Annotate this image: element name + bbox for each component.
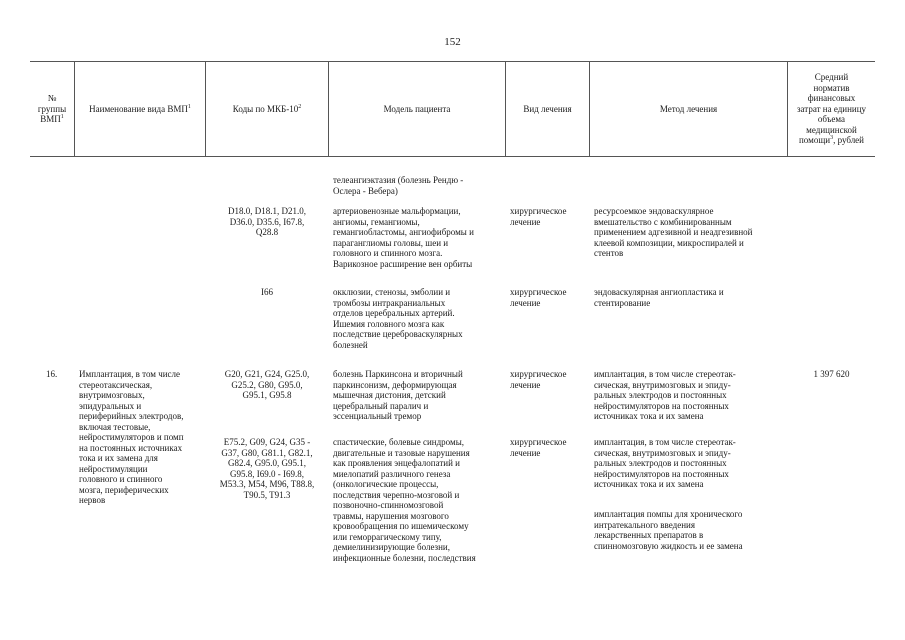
row-4-group-number: 16. bbox=[46, 369, 58, 379]
header-average-cost-suffix: , рублей bbox=[833, 135, 864, 146]
row-2-patient-model: артериовенозные мальформации, ангиомы, гемангиомы, гемангиобластомы, ангиофибромы и параганглиомы головы, шеи и головного и спинного мозга. Варикозное расширение вен орбиты bbox=[333, 206, 474, 269]
header-average-cost bbox=[788, 62, 875, 156]
row-5-patient-model: спастические, болевые синдромы, двигательные и тазовые нарушения как проявления энцефалопатий и миелопатий различного генеза (онкологические процессы, последствия черепно-мозговой и позвоночно-спинномозговой травмы, нарушения мозгового кровообращения по ишемическому или геморрагическому типу, демиелинизирующие болезни, инфекционные болезни, последствия bbox=[333, 437, 476, 563]
footnote-mark: 1 bbox=[187, 103, 191, 110]
header-treatment-method: Метод лечения bbox=[659, 103, 718, 114]
row-3-icd-codes: I66 bbox=[261, 287, 273, 297]
row-2-treatment-method: ресурсоемкое эндоваскулярное вмешательство с комбинированным применением адгезивной и неадгезивной клеевой композиции, микроспиралей и стентов bbox=[594, 206, 753, 258]
header-patient-model: Модель пациента bbox=[383, 103, 451, 114]
header-group-number bbox=[30, 62, 74, 156]
row-5-treatment-type: хирургическое лечение bbox=[510, 437, 567, 458]
header-vmp-name bbox=[75, 62, 205, 156]
header-treatment-type: Вид лечения bbox=[523, 103, 572, 114]
row-4-patient-model: болезнь Паркинсона и вторичный паркинсонизм, деформирующая мышечная дистония, детский церебральный паралич и эссенциальный тремор bbox=[333, 369, 463, 421]
row-5-treatment-method-pump: имплантация помпы для хронического интратекального введения лекарственных препаратов в спинномозговую жидкость и ее замена bbox=[594, 509, 743, 551]
row-2-treatment-type: хирургическое лечение bbox=[510, 206, 567, 227]
footnote-mark: 2 bbox=[298, 103, 302, 110]
row-4-treatment-type: хирургическое лечение bbox=[510, 369, 567, 390]
row-3-treatment-method: эндоваскулярная ангиопластика и стентирование bbox=[594, 287, 724, 308]
row-5-treatment-method: имплантация, в том числе стереотак- сическая, внутримозговых и эпиду- ральных электродов и постоянных нейростимуляторов на постоянных источниках тока и их замена bbox=[594, 437, 736, 489]
footnote-mark: 3 bbox=[830, 135, 834, 142]
row-4-vmp-name: Имплантация, в том числе стереотаксическая, внутримозговых, эпидуральных и периферийных электродов, включая тестовые, нейростимуляторов и помп на постоянных источниках тока и их замена для нейростимуляции головного и спинного мозга, периферических нервов bbox=[79, 369, 184, 505]
header-average-cost-label: Средний норматив финансовых затрат на единицу объема медицинской помощи bbox=[796, 72, 867, 146]
row-3-treatment-type: хирургическое лечение bbox=[510, 287, 567, 308]
row-4-treatment-method: имплантация, в том числе стереотак- сическая, внутримозговых и эпиду- ральных электродов и постоянных нейростимуляторов на постоянных источниках тока и их замена bbox=[594, 369, 736, 421]
header-icd-codes-label: Коды по МКБ-10 bbox=[232, 103, 299, 114]
row-1-patient-model: телеангиэктазия (болезнь Рендю - Ослера - Вебера) bbox=[333, 175, 464, 196]
row-3-patient-model: окклюзии, стенозы, эмболии и тромбозы интракраниальных отделов церебральных артерий. Ишемия головного мозга как последствие цереброваскулярных болезней bbox=[333, 287, 463, 350]
row-4-icd-codes: G20, G21, G24, G25.0, G25.2, G80, G95.0, G95.1, G95.8 bbox=[224, 369, 310, 400]
footnote-mark: 1 bbox=[60, 114, 64, 121]
header-group-number-label: № группы ВМП bbox=[37, 93, 67, 125]
header-icd-codes bbox=[206, 62, 328, 156]
row-5-icd-codes: E75.2, G09, G24, G35 - G37, G80, G81.1, G82.1, G82.4, G95.0, G95.1, G95.8, I69.0 - I69.8, M53.3, M54, M96, T88.8, T90.5, T91.3 bbox=[219, 437, 315, 500]
header-vmp-name-label: Наименование вида ВМП bbox=[89, 103, 188, 114]
page-number: 152 bbox=[444, 36, 461, 48]
row-2-icd-codes: D18.0, D18.1, D21.0, D36.0, D35.6, I67.8, Q28.8 bbox=[228, 206, 306, 237]
row-4-average-cost: 1 397 620 bbox=[813, 369, 850, 379]
header-bottom-border bbox=[30, 156, 875, 157]
